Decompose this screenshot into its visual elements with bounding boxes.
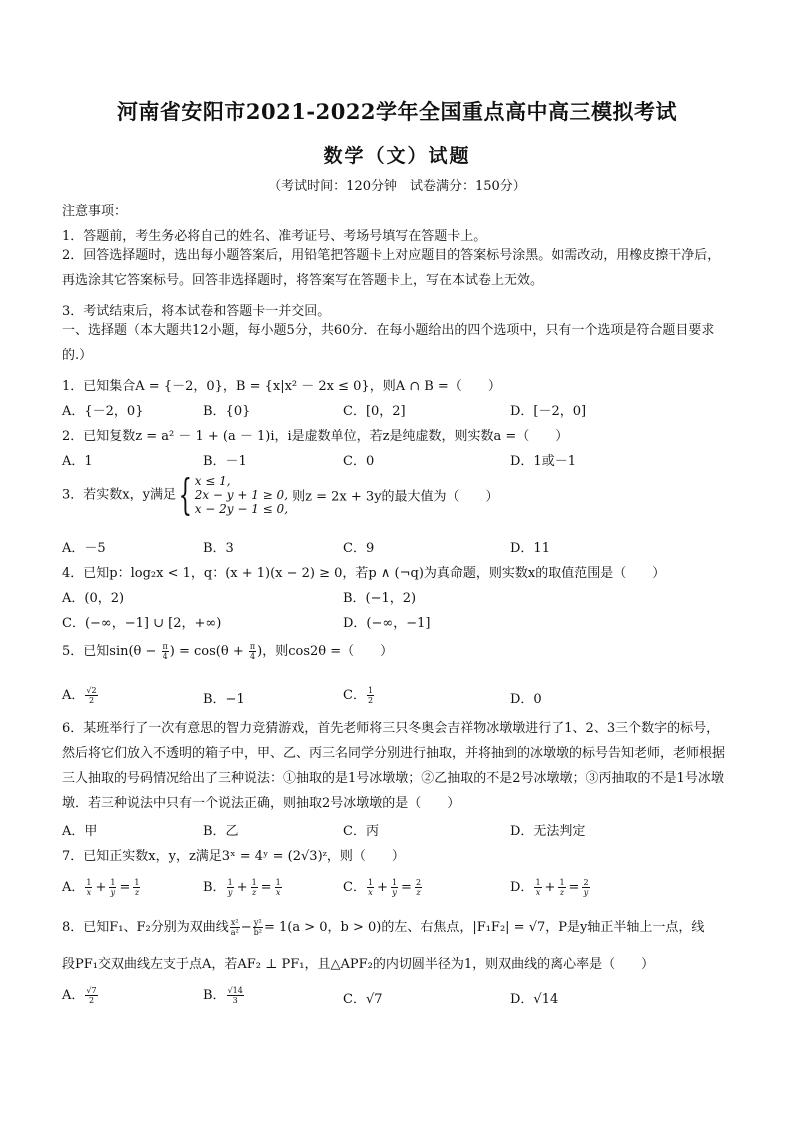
fraction-pi-over-4 — [249, 642, 256, 661]
option-label: A． — [62, 688, 85, 703]
question-6-option-c: C．丙 — [343, 824, 379, 839]
question-4-option-c: C．(−∞，−1] ∪ [2，+∞) — [62, 616, 222, 631]
option-label: B． — [203, 880, 226, 895]
fraction-denominator: z — [559, 888, 565, 897]
fraction-denominator: x — [275, 888, 281, 897]
option-label: B． — [203, 988, 226, 1003]
fraction-sqrt2-over-2 — [85, 686, 97, 705]
fraction-x2-over-a2 — [230, 918, 240, 937]
option-label: D． — [510, 880, 534, 895]
exam-title: 河南省安阳市2021-2022学年全国重点高中高三模拟考试 — [116, 99, 678, 124]
fraction-denominator: 2 — [88, 996, 95, 1005]
question-6-option-b: B．乙 — [203, 824, 239, 839]
question-5-option-a — [62, 684, 99, 705]
question-1-option-c: C．[0，2] — [343, 404, 406, 419]
fraction-numerator: π — [162, 642, 168, 651]
question-5-stem-pre: 5．已知sin(θ − — [62, 644, 161, 659]
question-5-stem-post: )，则cos2θ =（ ） — [257, 644, 394, 659]
math-operator: + — [377, 880, 388, 895]
fraction-denominator: 2 — [367, 696, 374, 705]
question-3-option-b: B．3 — [203, 541, 234, 556]
fraction-numerator: π — [249, 642, 256, 651]
fraction-y2-over-b2 — [253, 918, 263, 937]
question-8-option-a — [62, 984, 99, 1005]
fraction — [534, 878, 541, 897]
fraction-denominator: b² — [253, 928, 262, 937]
fraction-denominator: x — [535, 888, 541, 897]
question-7-option-c — [343, 876, 423, 897]
question-2-option-b: B．－1 — [203, 454, 247, 469]
question-2-option-a: A．1 — [62, 454, 93, 469]
question-5-option-c — [343, 684, 375, 705]
fraction-numerator: 1 — [134, 878, 140, 887]
fraction-numerator: √7 — [86, 986, 97, 995]
question-7-stem: 7．已知正实数x，y，z满足3ˣ = 4ʸ = (2√3)ᶻ，则（ ） — [62, 849, 405, 864]
fraction-denominator: 3 — [232, 996, 238, 1005]
fraction-denominator: x — [86, 888, 92, 897]
question-8-option-c: C．√7 — [343, 992, 383, 1007]
question-7-option-a — [62, 876, 141, 897]
fraction — [391, 878, 398, 897]
math-operator: + — [236, 880, 248, 895]
option-math — [366, 880, 423, 895]
fraction-numerator: 1 — [275, 878, 281, 887]
question-5-stem-mid: ) = cos(θ + — [169, 644, 248, 659]
fraction-numerator: √14 — [227, 986, 243, 995]
fraction-numerator: 1 — [367, 686, 374, 695]
fraction-denominator: y — [110, 888, 116, 897]
fraction-numerator: 1 — [110, 878, 116, 887]
question-8-option-b — [203, 984, 245, 1005]
note-item-1: 1．答题前，考生务必将自己的姓名、准考证号、考场号填写在答题卡上。 — [62, 229, 487, 244]
fraction-sqrt7-over-2 — [85, 986, 97, 1005]
fraction-denominator: y — [227, 888, 233, 897]
fraction-numerator: 1 — [367, 878, 374, 887]
note-item-3: 3．考试结束后，将本试卷和答题卡一并交回。 — [62, 304, 331, 319]
fraction — [558, 878, 565, 897]
question-3-stem-pre: 3．若实数x，y满足 — [62, 487, 176, 503]
fraction-sqrt14-over-3 — [227, 986, 244, 1005]
option-label: C． — [343, 688, 366, 703]
question-8-stem-post: = 1(a > 0，b > 0)的左、右焦点，|F₁F₂| = √7，P是y轴正半轴上一点，线 — [263, 920, 705, 935]
fraction-denominator: a² — [230, 928, 239, 937]
fraction — [109, 878, 116, 897]
fraction-denominator: y — [392, 888, 397, 897]
question-6-option-a: A．甲 — [62, 824, 98, 839]
notes-heading: 注意事项： — [62, 204, 128, 219]
fraction-denominator: 2 — [88, 696, 95, 705]
question-5-option-b: B．−1 — [203, 692, 245, 707]
question-3-stem-post: 则z = 2x + 3y的最大值为（ ） — [292, 489, 499, 505]
fraction-pi-over-4 — [162, 642, 169, 661]
fraction — [415, 878, 422, 897]
fraction-numerator: x² — [230, 918, 239, 927]
question-2-option-c: C．0 — [343, 454, 375, 469]
question-1-option-d: D．[－2，0] — [510, 404, 587, 419]
fraction-numerator: 1 — [559, 878, 565, 887]
question-3-option-d: D．11 — [510, 541, 550, 556]
fraction-denominator: 4 — [162, 652, 168, 661]
math-operator: = — [119, 880, 131, 895]
question-3-stem — [62, 470, 499, 519]
question-7-option-b — [203, 876, 283, 897]
fraction-numerator: 1 — [227, 878, 233, 887]
question-4-option-a: A．(0，2) — [62, 591, 125, 606]
question-8-stem-line2: 段PF₁交双曲线左支于点A，若AF₂ ⊥ PF₁，且△APF₂的内切圆半径为1，则双曲线的离心率是（ ） — [62, 957, 655, 972]
question-8-stem-line1: 8．已知F₁、F₂分别为双曲线 $\frac{\text{x²}}{\text{a²}}$ − $\frac{\text{y²}}{\text{b²}}$ = 1(a > 0，b > 0)的左、右焦点，|F₁F₂| = √7，P是y轴正半轴上一点，线 — [62, 918, 705, 937]
constraint-system — [195, 474, 288, 516]
fraction-numerator: y² — [253, 918, 262, 927]
fraction-numerator: 1 — [391, 878, 398, 887]
system-brace: { — [178, 470, 193, 519]
math-operator: + — [95, 880, 107, 895]
question-3-option-a: A．－5 — [62, 541, 106, 556]
math-operator: = — [401, 880, 412, 895]
math-operator: + — [544, 880, 556, 895]
constraint-3: x − 2y − 1 ≤ 0, — [194, 502, 289, 516]
fraction-denominator: x — [368, 888, 373, 897]
fraction-denominator: z — [252, 888, 257, 897]
fraction — [251, 878, 258, 897]
question-1-stem: 1．已知集合A = {－2，0}，B = {x|x² － 2x ≤ 0}，则A ∩ B =（ ） — [62, 379, 501, 394]
exam-info: （考试时间：120分钟 试卷满分：150分） — [268, 179, 526, 194]
constraint-2: 2x − y + 1 ≥ 0, — [194, 488, 289, 502]
question-8-option-d: D．√14 — [510, 992, 559, 1007]
option-math — [533, 880, 590, 895]
question-3-option-c: C．9 — [343, 541, 375, 556]
question-4-option-b: B．(−1，2) — [343, 591, 417, 606]
fraction — [85, 878, 92, 897]
note-item-2: 2．回答选择题时，选出每小题答案后，用铅笔把答题卡上对应题目的答案标号涂黑。如需改动，用橡皮擦干净后，再选涂其它答案标号。回答非选择题时，将答案写在答题卡上，写在本试卷上无效。 — [62, 248, 721, 288]
question-1-option-b: B．{0} — [203, 404, 251, 419]
fraction — [133, 878, 140, 897]
math-operator: = — [568, 880, 580, 895]
fraction — [582, 878, 589, 897]
fraction — [227, 878, 234, 897]
question-6-option-d: D．无法判定 — [510, 824, 586, 839]
fraction-numerator: 1 — [251, 878, 257, 887]
fraction-numerator: 2 — [415, 878, 422, 887]
fraction-denominator: y — [583, 888, 589, 897]
fraction-numerator: √2 — [86, 686, 97, 695]
question-4-stem: 4．已知p：log₂x < 1，q：(x + 1)(x − 2) ≥ 0，若p ∧ (¬q)为真命题，则实数x的取值范围是（ ） — [62, 566, 666, 581]
fraction-numerator: 2 — [583, 878, 589, 887]
question-4-option-d: D．(−∞，−1] — [343, 616, 431, 631]
question-5-option-d: D．0 — [510, 692, 542, 707]
question-5-stem — [62, 640, 393, 661]
option-math — [84, 880, 141, 895]
exam-subtitle: 数学（文）试题 — [323, 145, 471, 167]
question-6-stem: 6．某班举行了一次有意思的智力竞猜游戏，首先老师将三只冬奥会吉祥物冰墩墩进行了1、2、3三个数字的标号，然后将它们放入不透明的箱子中，甲、乙、丙三名同学分别进行抽取，并将抽到的冰墩墩的标号告知老师，老师根据三人抽取的号码情况给出了三种说法：①抽取的是1号冰墩墩；②乙抽取的不是2号冰墩墩；③丙抽取的不是1号冰墩墩．若三种说法中只有一个说法正确，则抽取2号冰墩墩的是（ ） — [62, 721, 726, 811]
fraction — [275, 878, 282, 897]
option-label: C． — [343, 880, 366, 895]
question-1-option-a: A．{－2，0} — [62, 404, 144, 419]
question-8-stem-pre: 8．已知F₁、F₂分别为双曲线 — [62, 920, 229, 935]
fraction-denominator: z — [416, 888, 421, 897]
fraction-1-over-2 — [367, 686, 374, 705]
section-heading: 一、选择题（本大题共12小题，每小题5分，共60分．在每小题给出的四个选项中，只有一个选项是符合题目要求的.） — [62, 323, 715, 363]
option-label: A． — [62, 988, 85, 1003]
fraction — [367, 878, 374, 897]
question-7-option-d — [510, 876, 591, 897]
math-operator: = — [260, 880, 272, 895]
fraction-denominator: 4 — [249, 652, 256, 661]
option-math — [226, 880, 283, 895]
constraint-1: x ≤ 1, — [194, 474, 231, 488]
fraction-numerator: 1 — [86, 878, 92, 887]
option-label: A． — [62, 880, 85, 895]
question-2-option-d: D．1或－1 — [510, 454, 576, 469]
fraction-denominator: z — [134, 888, 140, 897]
question-2-stem: 2．已知复数z = a² － 1 + (a － 1)i，i是虚数单位，若z是纯虚数，则实数a =（ ） — [62, 429, 569, 444]
fraction-numerator: 1 — [535, 878, 541, 887]
